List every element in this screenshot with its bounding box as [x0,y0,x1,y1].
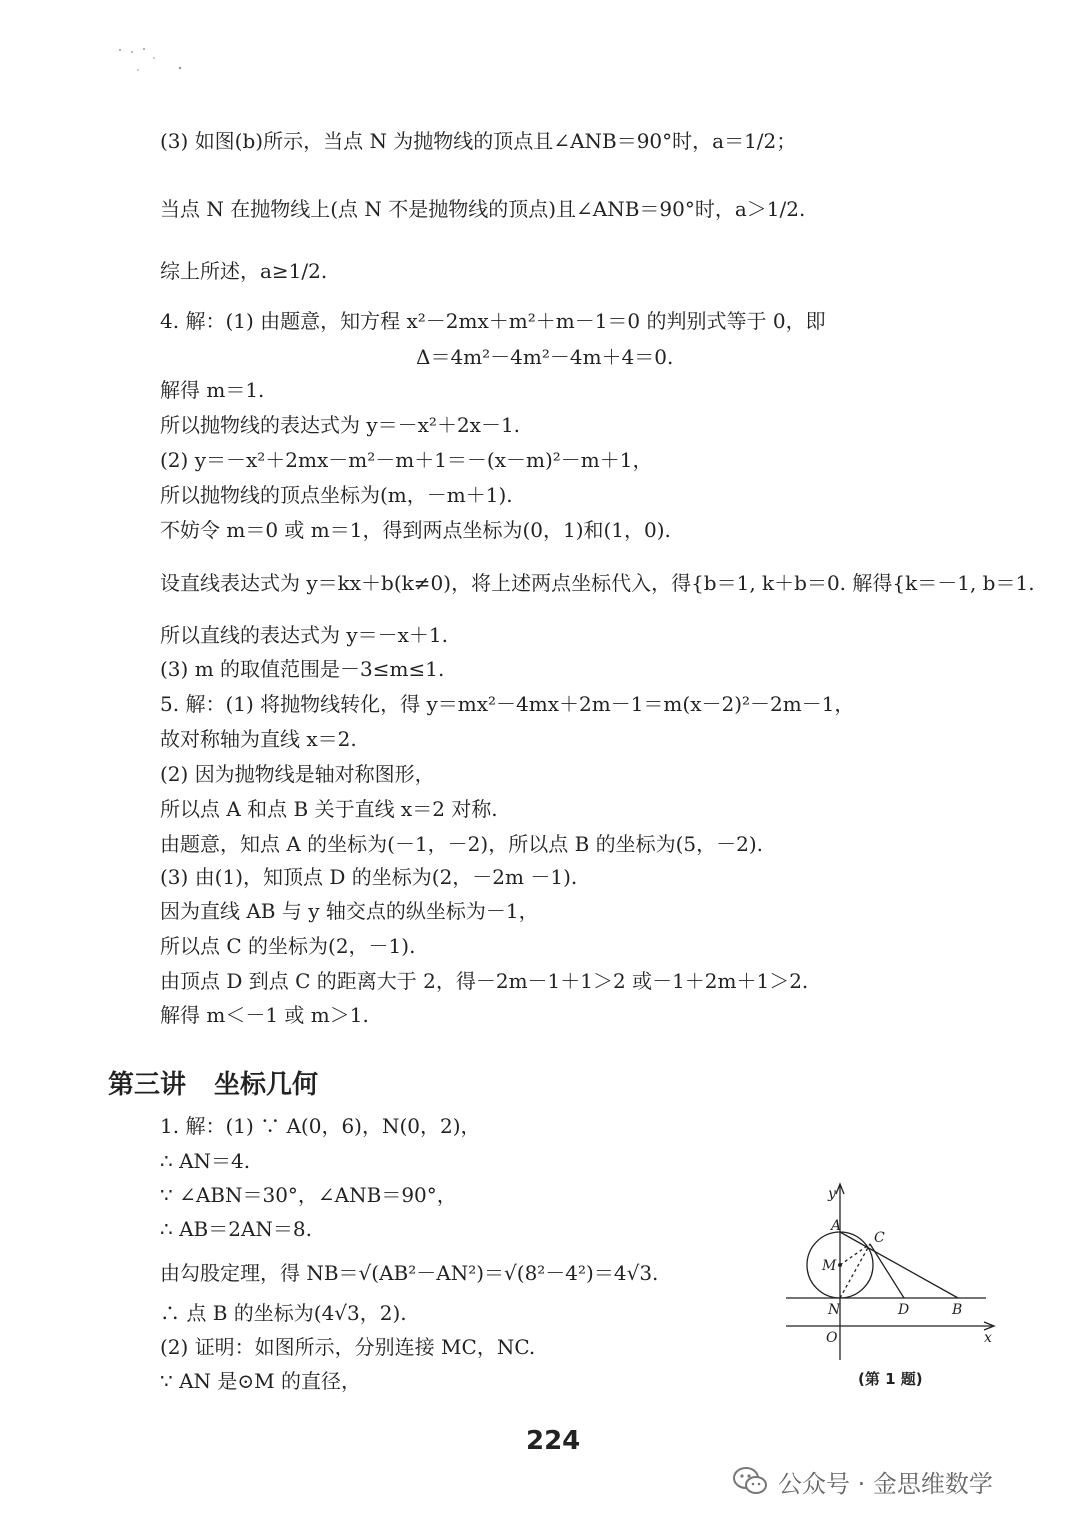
text-line: 故对称轴为直线 x＝2. [160,727,357,751]
label-o: O [826,1330,838,1346]
text-line: 解得 m＝1. [160,378,265,402]
text-line: 所以抛物线的顶点坐标为(m，－m＋1). [160,483,513,507]
label-b: B [952,1302,963,1318]
text-line: ∴ 点 B 的坐标为(4√3，2). [160,1301,407,1325]
label-x: x [984,1330,992,1346]
text-line: 由题意，知点 A 的坐标为(－1，－2)，所以点 B 的坐标为(5，－2). [160,832,764,856]
point-m [838,1263,842,1267]
section-number: 第三讲 [108,1070,187,1100]
text-line: 综上所述，a≥1/2. [160,259,328,283]
text-line: ∵ AN 是⊙M 的直径， [160,1369,361,1393]
label-a: A [831,1218,842,1234]
equation-line: Δ＝4m²－4m²－4m＋4＝0. [416,345,674,369]
wechat-icon [732,1466,768,1496]
text-line: (2) 证明：如图所示，分别连接 MC，NC. [160,1335,536,1359]
text-line: 4. 解：(1) 由题意，知方程 x²－2mx＋m²＋m－1＝0 的判别式等于 0，即 [160,309,826,333]
text-line: 1. 解：(1) ∵ A(0，6)，N(0，2)， [160,1114,481,1138]
text-line: 所以点 A 和点 B 关于直线 x＝2 对称. [160,797,498,821]
text-line: ∴ AB＝2AN＝8. [160,1217,312,1241]
text-line: (3) 由(1)，知顶点 D 的坐标为(2，－2m －1). [160,865,578,889]
text-line: ∴ AN＝4. [160,1149,251,1173]
section-title: 坐标几何 [214,1070,319,1100]
text-line: (2) 因为抛物线是轴对称图形， [160,762,435,786]
text-line: 不妨令 m＝0 或 m＝1，得到两点坐标为(0，1)和(1，0). [160,518,671,542]
page-number: 224 [526,1426,581,1456]
segment-nc [840,1244,870,1298]
label-c: C [874,1230,885,1246]
text-line: 设直线表达式为 y＝kx＋b(k≠0)，将上述两点坐标代入，得{b＝1, k＋b＝0. 解得{k＝－1, b＝1. [160,571,1035,595]
text-line: 由顶点 D 到点 C 的距离大于 2，得－2m－1＋1＞2 或－1＋2m＋1＞2. [160,969,809,993]
text-line: 因为直线 AB 与 y 轴交点的纵坐标为－1， [160,899,539,923]
label-m: M [822,1258,837,1274]
text-line: 所以点 C 的坐标为(2，－1). [160,934,416,958]
section-heading [108,1068,318,1102]
text-line: 由勾股定理，得 NB＝√(AB²－AN²)＝√(8²－4²)＝4√3. [160,1261,659,1285]
watermark-text: 公众号 · 金思维数学 [778,1469,993,1498]
text-line: (3) 如图(b)所示，当点 N 为抛物线的顶点且∠ANB＝90°时，a＝1/2； [160,129,797,153]
text-line: 5. 解：(1) 将抛物线转化，得 y＝mx²－4mx＋2m－1＝m(x－2)²－2m－1， [160,692,855,716]
text-line: ∵ ∠ABN＝30°，∠ANB＝90°， [160,1183,457,1207]
text-line: 当点 N 在抛物线上(点 N 不是抛物线的顶点)且∠ANB＝90°时，a＞1/2. [160,197,806,221]
scan-specks [110,40,210,80]
text-line: (2) y＝－x²＋2mx－m²－m＋1＝－(x－m)²－m＋1， [160,448,653,472]
watermark [732,1463,993,1499]
text-line: 所以抛物线的表达式为 y＝－x²＋2x－1. [160,413,521,437]
figure-caption: (第 1 题) [858,1370,923,1388]
label-y: y [828,1186,836,1202]
text-line: (3) m 的取值范围是－3≤m≤1. [160,657,445,681]
label-d: D [898,1302,910,1318]
segment-mc [840,1244,870,1265]
label-n: N [828,1302,841,1318]
geometry-figure [776,1180,1002,1365]
text-line: 所以直线的表达式为 y＝－x＋1. [160,623,449,647]
text-line: 解得 m＜－1 或 m＞1. [160,1003,369,1027]
segment-cd [870,1244,904,1298]
